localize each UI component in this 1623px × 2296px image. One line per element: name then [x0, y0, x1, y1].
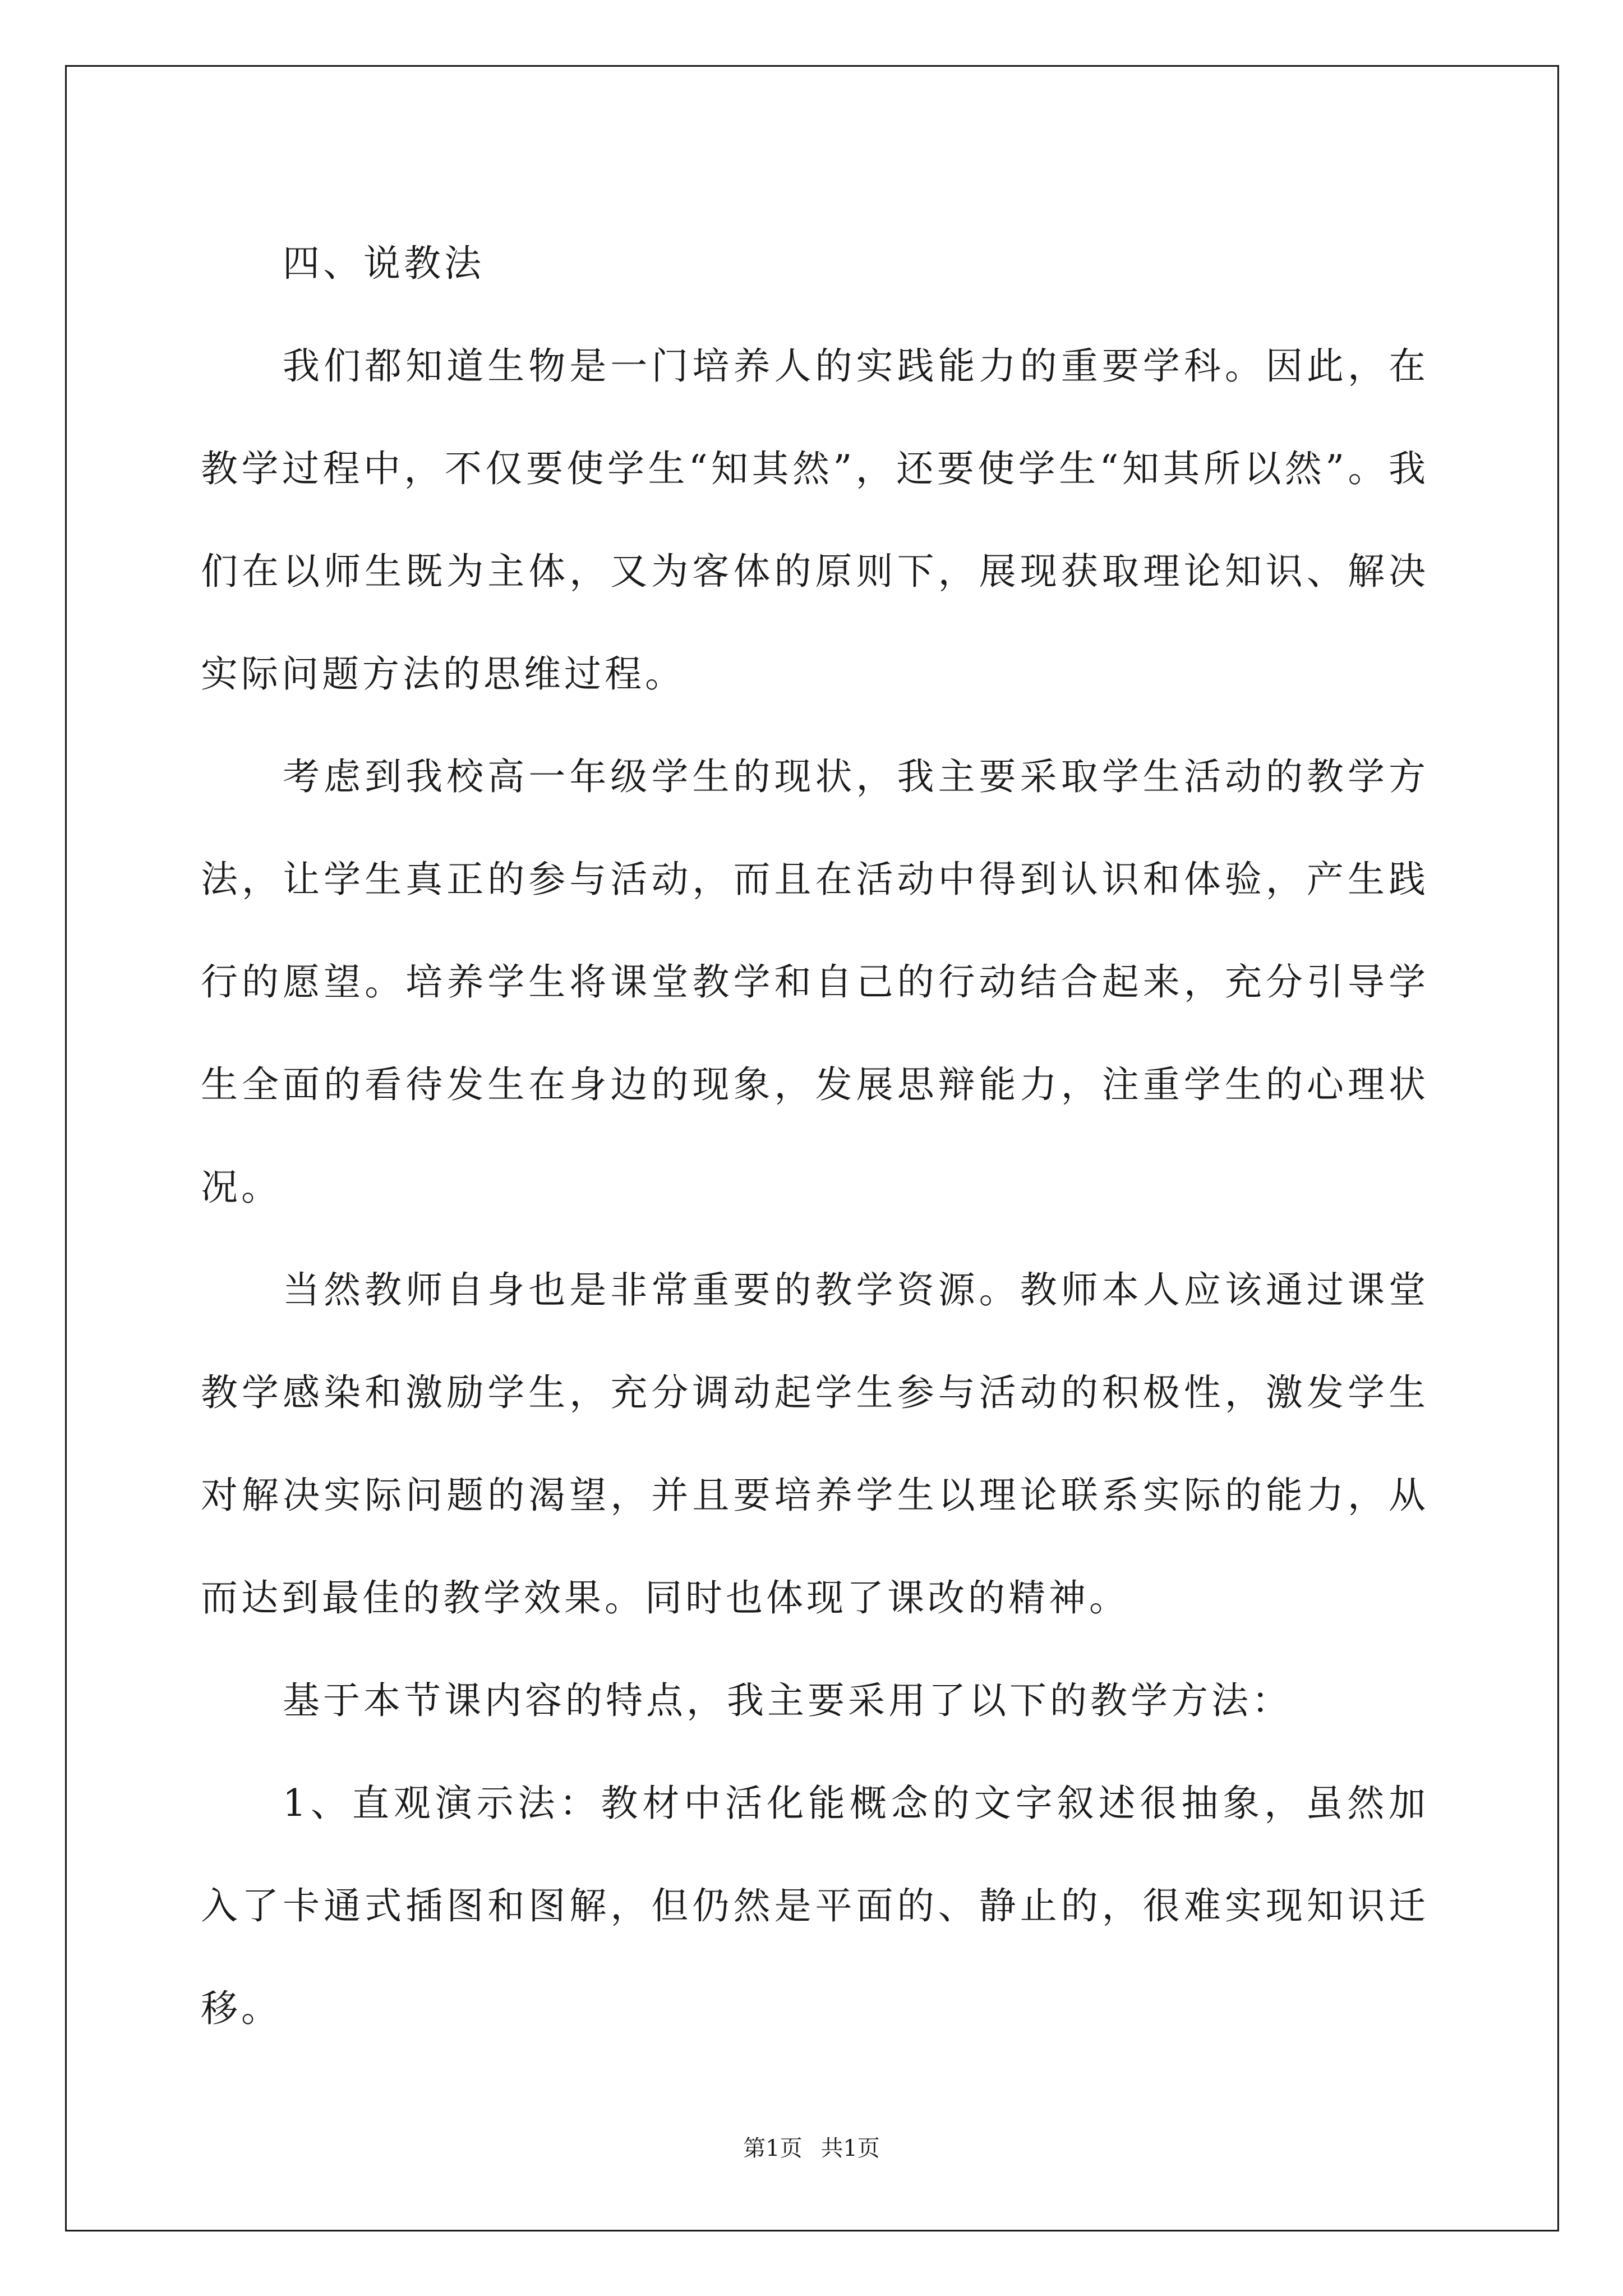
paragraph: 考虑到我校高一年级学生的现状，我主要采取学生活动的教学方法，让学生真正的参与活动，而且在活动中得到认识和体验，产生践行的愿望。培养学生将课堂教学和自己的行动结合起来，充分引导学生全面的看待发生在身边的现象，发展思辩能力，注重学生的心理状况。 [201, 755, 1429, 1209]
document-body [201, 212, 1429, 2060]
page-footer: 第1页 共1页 [743, 2136, 880, 2161]
paragraph: 1、直观演示法：教材中活化能概念的文字叙述很抽象，虽然加入了卡通式插图和图解，但仍然是平面的、静止的，很难实现知识迁移。 [201, 1782, 1429, 2030]
section-heading: 四、说教法 [283, 242, 485, 285]
paragraph: 基于本节课内容的特点，我主要采用了以下的教学方法： [283, 1679, 1292, 1722]
paragraph: 我们都知道生物是一门培养人的实践能力的重要学科。因此，在教学过程中，不仅要使学生“知其然”，还要使学生“知其所以然”。我们在以师生既为主体，又为客体的原则下，展现获取理论知识、解决实际问题方法的思维过程。 [201, 344, 1429, 696]
paragraph: 当然教师自身也是非常重要的教学资源。教师本人应该通过课堂教学感染和激励学生，充分调动起学生参与活动的积极性，激发学生对解决实际问题的渴望，并且要培养学生以理论联系实际的能力，从而达到最佳的教学效果。同时也体现了课改的精神。 [201, 1268, 1429, 1619]
